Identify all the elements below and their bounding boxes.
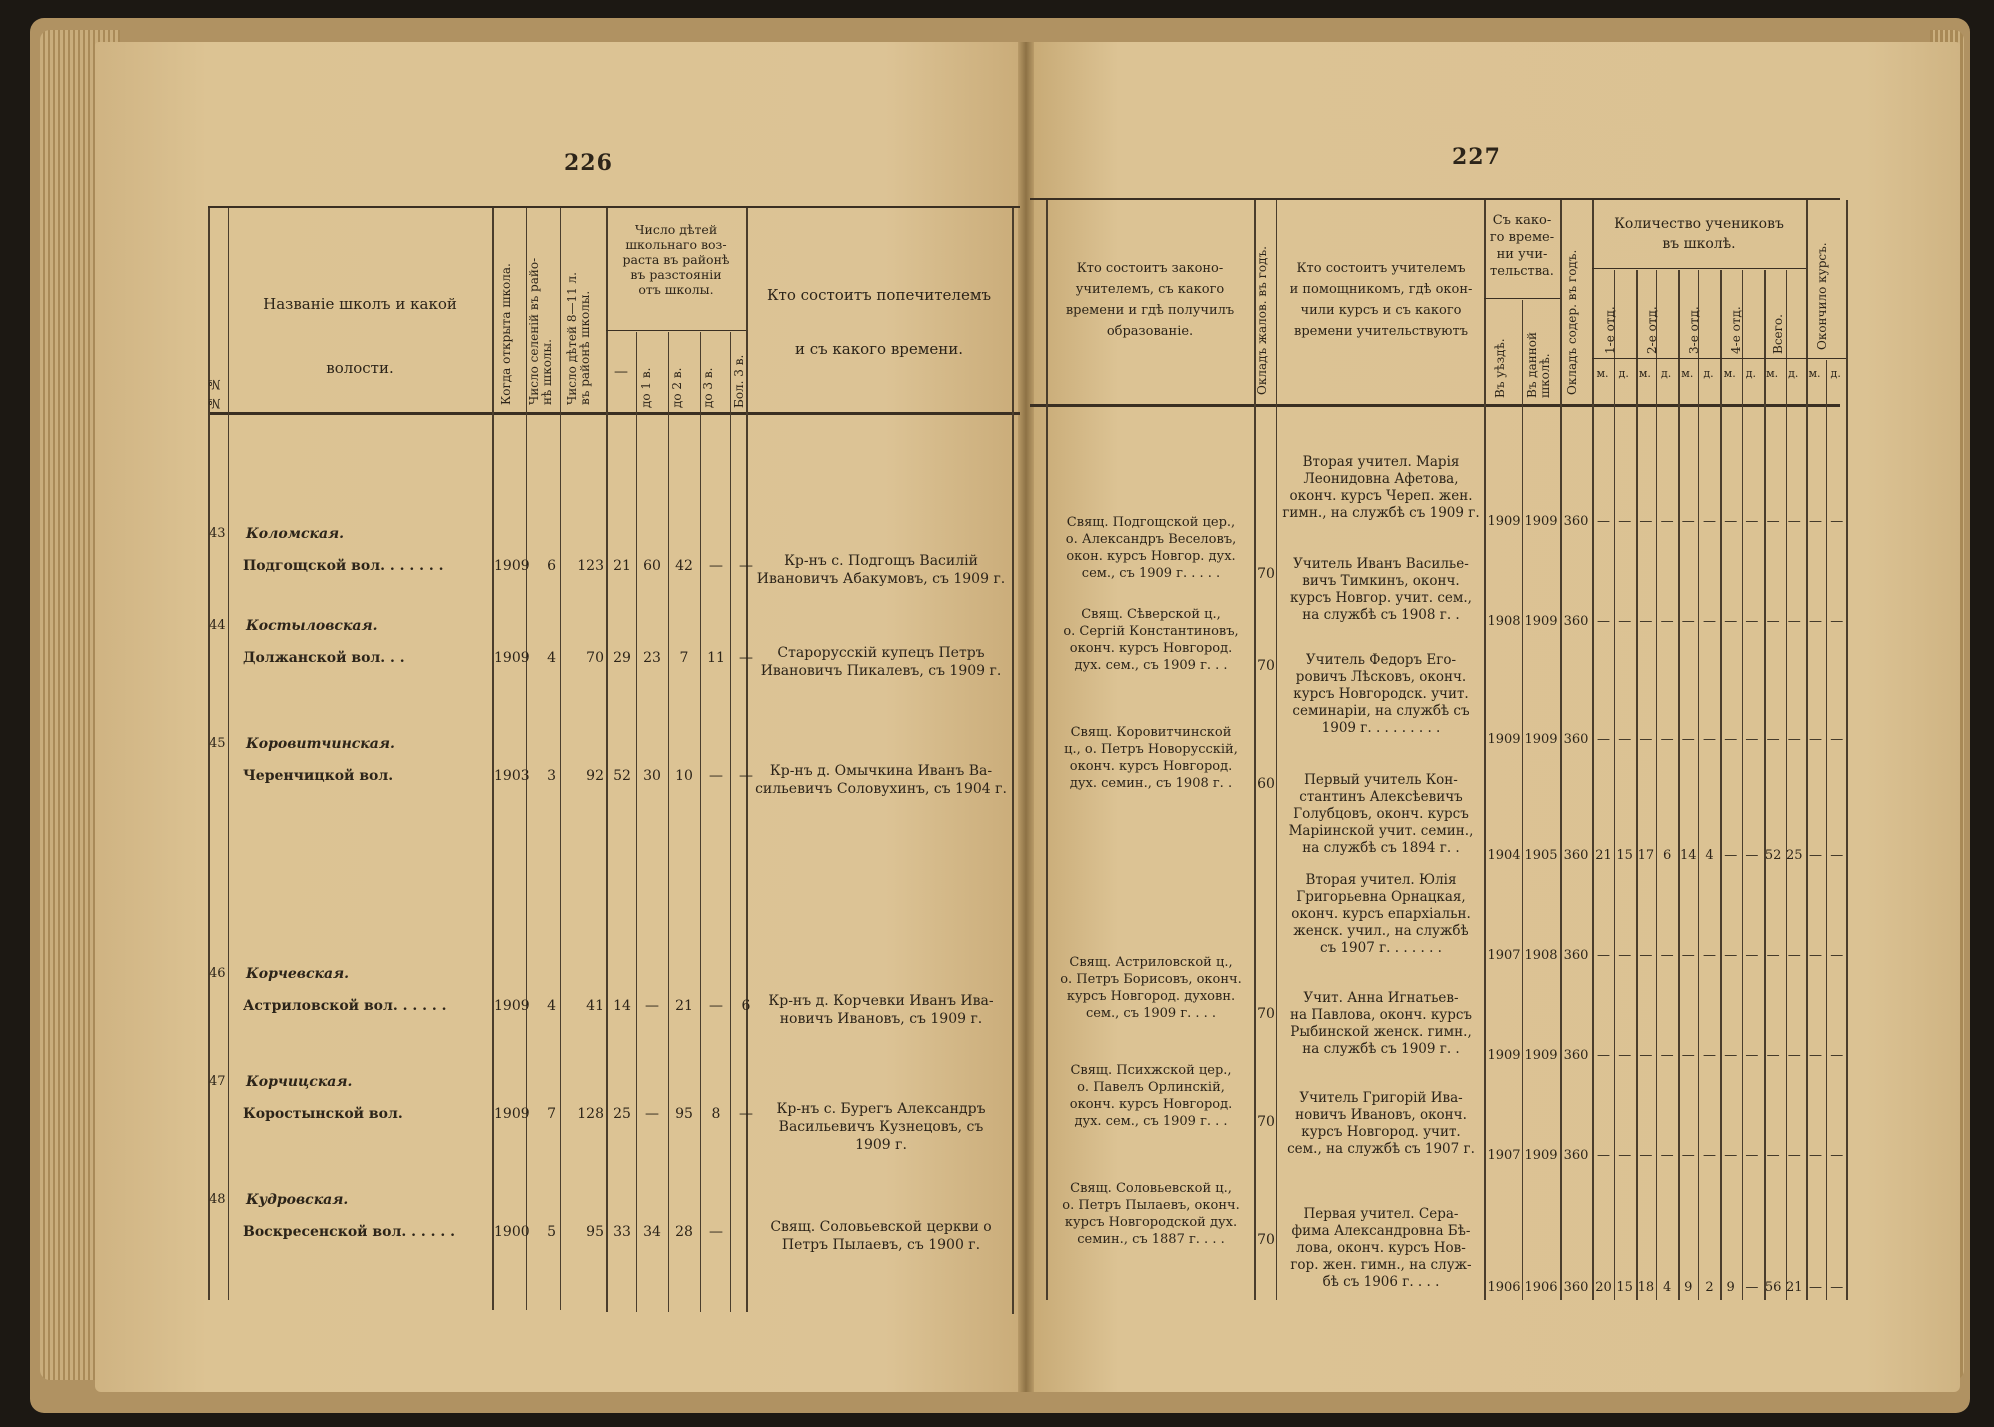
row-distance-value: 14 — [613, 998, 631, 1014]
row-children: 123 — [577, 558, 604, 574]
column-rule — [730, 332, 731, 1312]
teacher-salary: 360 — [1563, 848, 1589, 863]
row-law-teacher: Свящ. Соловьевской ц., о. Петръ Пылаевъ, оконч. курсъ Новгородской дух. семин., съ 1887 г. . . . — [1062, 1181, 1240, 1247]
header-pupils: Количество учениковъ въ школѣ. — [1614, 216, 1784, 252]
row-distance-value: 10 — [675, 768, 693, 784]
row-distance-value: 7 — [679, 650, 689, 666]
teacher-pupil-count: — — [1597, 948, 1610, 963]
teacher-pupil-count: — — [1660, 614, 1674, 629]
row-school: Коростынской вол. — [243, 1106, 403, 1122]
teacher-entry: Учит. Анна Игнатьев- на Павлова, оконч. курсъ Рыбинской женск. гимн., на службѣ съ 1909 г. . — [1289, 990, 1473, 1057]
header-trustee: Кто состоитъ попечителемъ и съ какого времени. — [766, 286, 992, 358]
teacher-entry: Вторая учител. Юлія Григорьевна Орнацкая, оконч. курсъ епархіальн. женск. учил., на службѣ съ 1907 г. . . . . . . — [1291, 872, 1471, 956]
column-rule — [636, 332, 637, 1312]
teacher-pupil-count: — — [1660, 514, 1674, 529]
row-opened: 1909 — [494, 558, 530, 574]
header-children-group: Число дѣтей школьнаго воз- раста въ районѣ въ разстояніи отъ школы. — [622, 222, 730, 297]
teacher-pupil-count: — — [1745, 948, 1759, 963]
row-number: 47 — [209, 1074, 226, 1089]
teacher-pupil-count: — — [1745, 1148, 1759, 1163]
teacher-since-school: 1905 — [1524, 848, 1558, 863]
teacher-entry: Вторая учител. Марія Леонидовна Афетова, оконч. курсъ Череп. жен. гимн., на службѣ съ 1909 г. — [1282, 454, 1480, 521]
header-grade: 3-е отд. — [1687, 306, 1701, 354]
row-law-salary: 70 — [1257, 566, 1275, 582]
row-distance-value: — — [709, 558, 723, 574]
header-school-name: Названіе школъ и какой волости. — [263, 295, 457, 377]
header-villages: Число селеній въ райо- нѣ школы. — [527, 257, 554, 405]
teacher-since-uezd: 1909 — [1487, 732, 1521, 747]
header-salary: Окладъ содер. въ годъ. — [1565, 249, 1579, 395]
teacher-pupil-count: — — [1809, 948, 1822, 963]
teacher-entry: Учитель Иванъ Василье- вичъ Тимкинъ, оконч. курсъ Новгор. учит. сем., на службѣ съ 1908 г. . — [1290, 556, 1472, 623]
row-number: 48 — [209, 1192, 226, 1207]
teacher-pupil-count: — — [1618, 614, 1632, 629]
header-sex-m: м. — [1596, 367, 1609, 380]
teacher-pupil-count: — — [1745, 1280, 1759, 1295]
table-top-rule-left — [208, 206, 1020, 208]
column-rule — [1846, 200, 1848, 1300]
teacher-pupil-count: — — [1660, 1048, 1674, 1063]
teacher-pupil-count: — — [1809, 1148, 1822, 1163]
teacher-pupil-count: — — [1639, 614, 1653, 629]
teacher-pupil-count: — — [1830, 1048, 1844, 1063]
teacher-pupil-count: — — [1724, 1148, 1738, 1163]
teacher-since-school: 1906 — [1524, 1280, 1558, 1295]
teacher-pupil-count: — — [1787, 614, 1801, 629]
row-parish: Корчевская. — [246, 966, 350, 982]
teacher-pupil-count: — — [1681, 1048, 1695, 1063]
teacher-pupil-count: — — [1724, 614, 1738, 629]
row-distance-value: — — [739, 558, 753, 574]
header-number: № № — [207, 375, 222, 410]
header-sex-m: м. — [1723, 367, 1736, 380]
teacher-pupil-count: — — [1830, 514, 1844, 529]
row-children: 128 — [577, 1106, 604, 1122]
teacher-pupil-count: 9 — [1726, 1280, 1735, 1295]
row-number: 44 — [209, 618, 226, 633]
teacher-pupil-count: — — [1597, 1148, 1610, 1163]
row-law-teacher: Свящ. Коровитчинской ц., о. Петръ Новорусскій, оконч. курсъ Новгород. дух. семин., съ 1908 г. . — [1064, 725, 1238, 791]
teacher-pupil-count: — — [1724, 948, 1738, 963]
teacher-pupil-count: — — [1681, 614, 1695, 629]
row-parish: Коломская. — [246, 526, 345, 542]
row-distance-value: 8 — [711, 1106, 721, 1122]
teacher-pupil-count: — — [1809, 614, 1822, 629]
teacher-pupil-count: — — [1766, 614, 1780, 629]
header-since-uezd: Въ уѣздѣ. — [1493, 338, 1507, 398]
teacher-pupil-count: — — [1830, 614, 1844, 629]
teacher-pupil-count: — — [1660, 948, 1674, 963]
teacher-pupil-count: — — [1681, 1148, 1695, 1163]
row-distance-value: 25 — [613, 1106, 631, 1122]
header-sex-d: д. — [1788, 367, 1799, 380]
teacher-pupil-count: — — [1703, 948, 1716, 963]
teacher-pupil-count: — — [1787, 1148, 1801, 1163]
teacher-pupil-count: — — [1787, 514, 1801, 529]
row-distance-value: 30 — [643, 768, 661, 784]
teacher-pupil-count: 15 — [1616, 1280, 1633, 1295]
row-law-salary: 70 — [1257, 1232, 1275, 1248]
row-distance-value: 28 — [675, 1224, 693, 1240]
teacher-pupil-count: — — [1618, 514, 1632, 529]
teacher-pupil-count: 15 — [1616, 848, 1633, 863]
teacher-pupil-count: 20 — [1595, 1280, 1612, 1295]
row-law-teacher: Свящ. Астриловской ц., о. Петръ Борисовъ, оконч. курсъ Новгород. духовн. сем., съ 1909 г. . . . — [1060, 955, 1242, 1021]
row-distance-value: — — [739, 768, 753, 784]
column-rule — [1720, 270, 1722, 1300]
header-sex-d: д. — [1660, 367, 1672, 380]
subheader-rule — [1592, 268, 1806, 269]
subheader-rule — [1484, 298, 1560, 299]
teacher-since-uezd: 1909 — [1487, 1048, 1521, 1063]
teacher-pupil-count: — — [1724, 848, 1738, 863]
teacher-pupil-count: 18 — [1637, 1280, 1655, 1295]
teacher-since-school: 1909 — [1524, 1048, 1558, 1063]
header-dist-dash: — — [614, 364, 628, 380]
row-children: 95 — [586, 1224, 604, 1240]
row-distance-value: — — [739, 1106, 753, 1122]
teacher-pupil-count: — — [1745, 732, 1759, 747]
column-rule — [1012, 208, 1014, 1314]
subheader-rule — [1592, 358, 1846, 359]
header-opened: Когда открыта школа. — [499, 263, 513, 405]
teacher-pupil-count: — — [1766, 1148, 1780, 1163]
header-law-salary: Окладъ жалов. въ годъ. — [1255, 246, 1269, 395]
teacher-pupil-count: — — [1830, 848, 1844, 863]
teacher-pupil-count: — — [1766, 732, 1780, 747]
header-teacher: Кто состоитъ учителемъ и помощникомъ, гдѣ окон- чили курсъ и съ какого времени учительствуютъ — [1289, 261, 1473, 339]
header-dist: до 3 в. — [701, 367, 715, 408]
row-parish: Кудровская. — [246, 1192, 349, 1208]
column-rule — [492, 208, 494, 1310]
teacher-pupil-count: — — [1745, 1048, 1759, 1063]
header-grade: 2-е отд. — [1645, 306, 1659, 354]
row-law-teacher: Свящ. Сѣверской ц., о. Сергій Константиновъ, оконч. курсъ Новгород. дух. сем., съ 1909 г. . . — [1063, 607, 1239, 673]
teacher-pupil-count: — — [1809, 514, 1822, 529]
teacher-pupil-count: — — [1703, 1148, 1716, 1163]
teacher-pupil-count: 2 — [1705, 1280, 1714, 1295]
row-opened: 1909 — [494, 650, 530, 666]
column-rule — [1764, 270, 1766, 1300]
teacher-pupil-count: — — [1597, 514, 1610, 529]
teacher-pupil-count: 25 — [1786, 848, 1803, 863]
header-law-teacher: Кто состоитъ законо- учителемъ, съ какого времени и гдѣ получилъ образованіе. — [1065, 261, 1235, 339]
row-school: Должанской вол. . . — [243, 650, 405, 666]
header-sex-d: д. — [1703, 367, 1714, 380]
column-rule — [1636, 270, 1638, 1300]
page-number-right: 227 — [1452, 144, 1501, 170]
teacher-pupil-count: — — [1724, 514, 1738, 529]
row-children: 70 — [586, 650, 604, 666]
row-opened: 1903 — [494, 768, 530, 784]
row-trustee: Старорусскій купецъ Петръ Ивановичъ Пикалевъ, съ 1909 г. — [760, 645, 1002, 679]
teacher-pupil-count: 56 — [1764, 1280, 1782, 1295]
header-rule-right — [1030, 404, 1840, 407]
row-number: 45 — [209, 736, 226, 751]
row-distance-value: 23 — [643, 650, 661, 666]
row-distance-value: 95 — [675, 1106, 693, 1122]
row-law-salary: 70 — [1257, 1006, 1275, 1022]
teacher-pupil-count: 9 — [1684, 1280, 1693, 1295]
teacher-pupil-count: — — [1830, 1148, 1844, 1163]
column-rule — [1786, 270, 1787, 1300]
row-villages: 6 — [547, 558, 556, 574]
column-rule — [228, 208, 229, 1300]
column-rule — [1656, 270, 1657, 1300]
row-parish: Коровитчинская. — [246, 736, 395, 752]
teacher-entry: Первая учител. Сера- фима Александровна Бѣ- лова, оконч. курсъ Нов- гор. жен. гимн., на служ- бѣ съ 1906 г. . . . — [1290, 1206, 1472, 1290]
column-rule — [1484, 200, 1486, 1300]
teacher-since-school: 1909 — [1524, 732, 1558, 747]
column-rule — [1560, 200, 1562, 1300]
teacher-pupil-count: — — [1745, 514, 1759, 529]
teacher-entry: Учитель Григорій Ива- новичъ Ивановъ, оконч. курсъ Новгород. учит. сем., на службѣ съ 1907 г. — [1287, 1090, 1475, 1157]
column-rule — [700, 332, 701, 1312]
row-villages: 3 — [547, 768, 556, 784]
header-since: Съ како- го време- ни учи- тельства. — [1489, 213, 1555, 279]
header-sex-m: м. — [1638, 367, 1651, 380]
teacher-pupil-count: — — [1766, 948, 1780, 963]
teacher-pupil-count: — — [1618, 732, 1632, 747]
row-trustee: Кр-нъ с. Бурегъ Александръ Васильевичъ Кузнецовъ, съ 1909 г. — [776, 1101, 986, 1153]
teacher-pupil-count: 21 — [1595, 848, 1612, 863]
row-children: 41 — [586, 998, 604, 1014]
teacher-since-school: 1909 — [1524, 614, 1558, 629]
row-distance-value: — — [645, 998, 659, 1014]
header-grade: 1-е отд. — [1603, 306, 1617, 354]
teacher-pupil-count: 17 — [1637, 848, 1655, 863]
header-sex-d: д. — [1618, 367, 1629, 380]
teacher-pupil-count: — — [1639, 1148, 1653, 1163]
teacher-pupil-count: — — [1618, 948, 1632, 963]
teacher-pupil-count: 4 — [1662, 1280, 1672, 1295]
teacher-pupil-count: — — [1809, 848, 1822, 863]
column-rule — [1614, 270, 1615, 1300]
teacher-pupil-count: — — [1703, 514, 1716, 529]
teacher-pupil-count: 4 — [1705, 848, 1714, 863]
teacher-pupil-count: — — [1830, 732, 1844, 747]
teacher-pupil-count: — — [1766, 514, 1780, 529]
row-opened: 1909 — [494, 998, 530, 1014]
teacher-since-uezd: 1909 — [1487, 514, 1521, 529]
header-sex-m: м. — [1681, 367, 1694, 380]
column-rule — [668, 332, 669, 1312]
teacher-since-uezd: 1907 — [1487, 948, 1521, 963]
row-distance-value: 60 — [643, 558, 661, 574]
row-trustee: Кр-нъ с. Подгощъ Василій Ивановичъ Абакумовъ, съ 1909 г. — [756, 553, 1006, 587]
teacher-pupil-count: — — [1639, 514, 1653, 529]
row-distance-value: 29 — [613, 650, 631, 666]
teacher-pupil-count: — — [1830, 948, 1844, 963]
teacher-salary: 360 — [1563, 732, 1589, 747]
teacher-pupil-count: — — [1618, 1148, 1632, 1163]
row-school: Черенчицкой вол. — [243, 768, 394, 784]
teacher-pupil-count: 21 — [1786, 1280, 1803, 1295]
book-gutter — [1018, 42, 1034, 1392]
teacher-pupil-count: — — [1639, 948, 1653, 963]
header-dist: до 1 в. — [639, 367, 653, 408]
teacher-pupil-count: — — [1745, 614, 1759, 629]
row-law-teacher: Свящ. Психжской цер., о. Павелъ Орлинскій, оконч. курсъ Новгород. дух. сем., съ 1909 г. . . — [1069, 1063, 1233, 1129]
teacher-pupil-count: — — [1787, 948, 1801, 963]
row-distance-value: — — [709, 768, 723, 784]
row-law-salary: 70 — [1257, 658, 1275, 674]
teacher-salary: 360 — [1563, 1280, 1589, 1295]
column-rule — [560, 208, 561, 1310]
row-trustee: Кр-нъ д. Корчевки Иванъ Ива- новичъ Ивановъ, съ 1909 г. — [768, 993, 994, 1027]
row-law-teacher: Свящ. Подгощской цер., о. Александръ Веселовъ, окон. курсъ Новгор. дух. сем., съ 1909 г. . . . . — [1065, 515, 1237, 581]
teacher-pupil-count: — — [1787, 732, 1801, 747]
table-top-rule-right — [1030, 198, 1840, 200]
row-distance-value: 34 — [643, 1224, 661, 1240]
page-number-left: 226 — [564, 150, 613, 176]
teacher-pupil-count: 14 — [1680, 848, 1697, 863]
teacher-salary: 360 — [1563, 1048, 1589, 1063]
row-villages: 4 — [547, 998, 556, 1014]
teacher-pupil-count: — — [1703, 1048, 1716, 1063]
row-number: 46 — [209, 966, 226, 981]
row-law-salary: 70 — [1257, 1114, 1275, 1130]
row-distance-value: 11 — [707, 650, 725, 666]
column-rule — [1742, 270, 1743, 1300]
teacher-since-uezd: 1906 — [1487, 1280, 1521, 1295]
row-distance-value: — — [709, 1224, 723, 1240]
teacher-pupil-count: — — [1597, 614, 1610, 629]
teacher-pupil-count: — — [1660, 1148, 1674, 1163]
column-rule — [1698, 270, 1699, 1300]
row-opened: 1900 — [494, 1224, 530, 1240]
row-distance-value: 21 — [613, 558, 631, 574]
teacher-since-uezd: 1907 — [1487, 1148, 1521, 1163]
teacher-pupil-count: 6 — [1662, 848, 1672, 863]
teacher-pupil-count: — — [1787, 1048, 1801, 1063]
row-villages: 4 — [547, 650, 556, 666]
teacher-since-school: 1909 — [1524, 1148, 1558, 1163]
teacher-since-school: 1909 — [1524, 514, 1558, 529]
teacher-since-uezd: 1908 — [1487, 614, 1521, 629]
header-sex-d: д. — [1830, 367, 1841, 380]
row-number: 43 — [209, 526, 226, 541]
teacher-entry: Учитель Федоръ Его- ровичъ Лѣсковъ, оконч. курсъ Новгородск. учит. семинаріи, на службѣ съ 1909 г. . . . . . . . . — [1292, 652, 1470, 736]
row-distance-value: — — [709, 998, 723, 1014]
teacher-salary: 360 — [1563, 948, 1589, 963]
header-finished: Окончило курсъ. — [1815, 242, 1829, 350]
teacher-pupil-count: — — [1639, 1048, 1653, 1063]
teacher-pupil-count: — — [1809, 732, 1822, 747]
teacher-pupil-count: — — [1724, 1048, 1738, 1063]
column-rule — [1806, 200, 1808, 1300]
header-grade: 4-е отд. — [1729, 306, 1743, 354]
column-rule — [1678, 270, 1680, 1300]
teacher-salary: 360 — [1563, 514, 1589, 529]
teacher-pupil-count: — — [1681, 732, 1695, 747]
header-sex-d: д. — [1745, 367, 1757, 380]
teacher-pupil-count: 52 — [1764, 848, 1782, 863]
row-distance-value: 33 — [613, 1224, 631, 1240]
header-sex-m: м. — [1808, 367, 1821, 380]
row-distance-value: — — [739, 650, 753, 666]
row-distance-value: — — [645, 1106, 659, 1122]
row-law-salary: 60 — [1257, 776, 1275, 792]
teacher-salary: 360 — [1563, 614, 1589, 629]
teacher-pupil-count: — — [1703, 732, 1716, 747]
header-rule-left — [208, 412, 1020, 415]
teacher-since-uezd: 1904 — [1487, 848, 1521, 863]
teacher-pupil-count: — — [1618, 1048, 1632, 1063]
row-parish: Корчицская. — [246, 1074, 353, 1090]
header-dist: Бол. 3 в. — [732, 354, 746, 408]
teacher-pupil-count: — — [1639, 732, 1653, 747]
row-opened: 1909 — [494, 1106, 530, 1122]
teacher-pupil-count: — — [1660, 732, 1674, 747]
header-children: Число дѣтей 8—11 л. въ районѣ школы. — [565, 272, 592, 405]
row-trustee: Свящ. Соловьевской церкви о Петръ Пылаевъ, съ 1900 г. — [770, 1219, 992, 1253]
teacher-pupil-count: — — [1703, 614, 1716, 629]
teacher-pupil-count: — — [1766, 1048, 1780, 1063]
column-rule — [1276, 200, 1277, 1300]
teacher-pupil-count: — — [1681, 514, 1695, 529]
teacher-pupil-count: — — [1597, 732, 1610, 747]
column-rule — [1592, 200, 1594, 1300]
teacher-entry: Первый учитель Кон- стантинъ Алексѣевичъ Голубцовъ, оконч. курсъ Маріинской учит. семин., на службѣ съ 1894 г. . — [1288, 772, 1474, 856]
row-school: Астриловской вол. . . . . . — [243, 998, 447, 1014]
teacher-pupil-count: — — [1597, 1048, 1610, 1063]
row-parish: Костыловская. — [246, 618, 378, 634]
teacher-pupil-count: — — [1809, 1048, 1822, 1063]
row-children: 92 — [586, 768, 604, 784]
header-grade: Всего. — [1771, 314, 1785, 354]
subheader-rule — [606, 330, 746, 331]
row-distance-value: 21 — [675, 998, 693, 1014]
row-school: Воскресенской вол. . . . . . — [243, 1224, 455, 1240]
teacher-pupil-count: — — [1724, 732, 1738, 747]
teacher-pupil-count: — — [1809, 1280, 1822, 1295]
row-villages: 5 — [547, 1224, 556, 1240]
row-trustee: Кр-нъ д. Омычкина Иванъ Ва- сильевичъ Соловухинъ, съ 1904 г. — [755, 763, 1007, 797]
header-dist: до 2 в. — [670, 367, 684, 408]
row-distance-value: 6 — [741, 998, 751, 1014]
header-since-school: Въ данной школѣ. — [1525, 331, 1552, 398]
teacher-since-school: 1908 — [1524, 948, 1558, 963]
row-distance-value: 52 — [613, 768, 631, 784]
teacher-pupil-count: — — [1830, 1280, 1844, 1295]
row-distance-value: 42 — [675, 558, 693, 574]
teacher-pupil-count: — — [1681, 948, 1695, 963]
teacher-salary: 360 — [1563, 1148, 1589, 1163]
header-sex-m: м. — [1766, 367, 1779, 380]
teacher-pupil-count: — — [1745, 848, 1759, 863]
row-school: Подгощской вол. . . . . . . — [243, 558, 444, 574]
row-villages: 7 — [547, 1106, 556, 1122]
